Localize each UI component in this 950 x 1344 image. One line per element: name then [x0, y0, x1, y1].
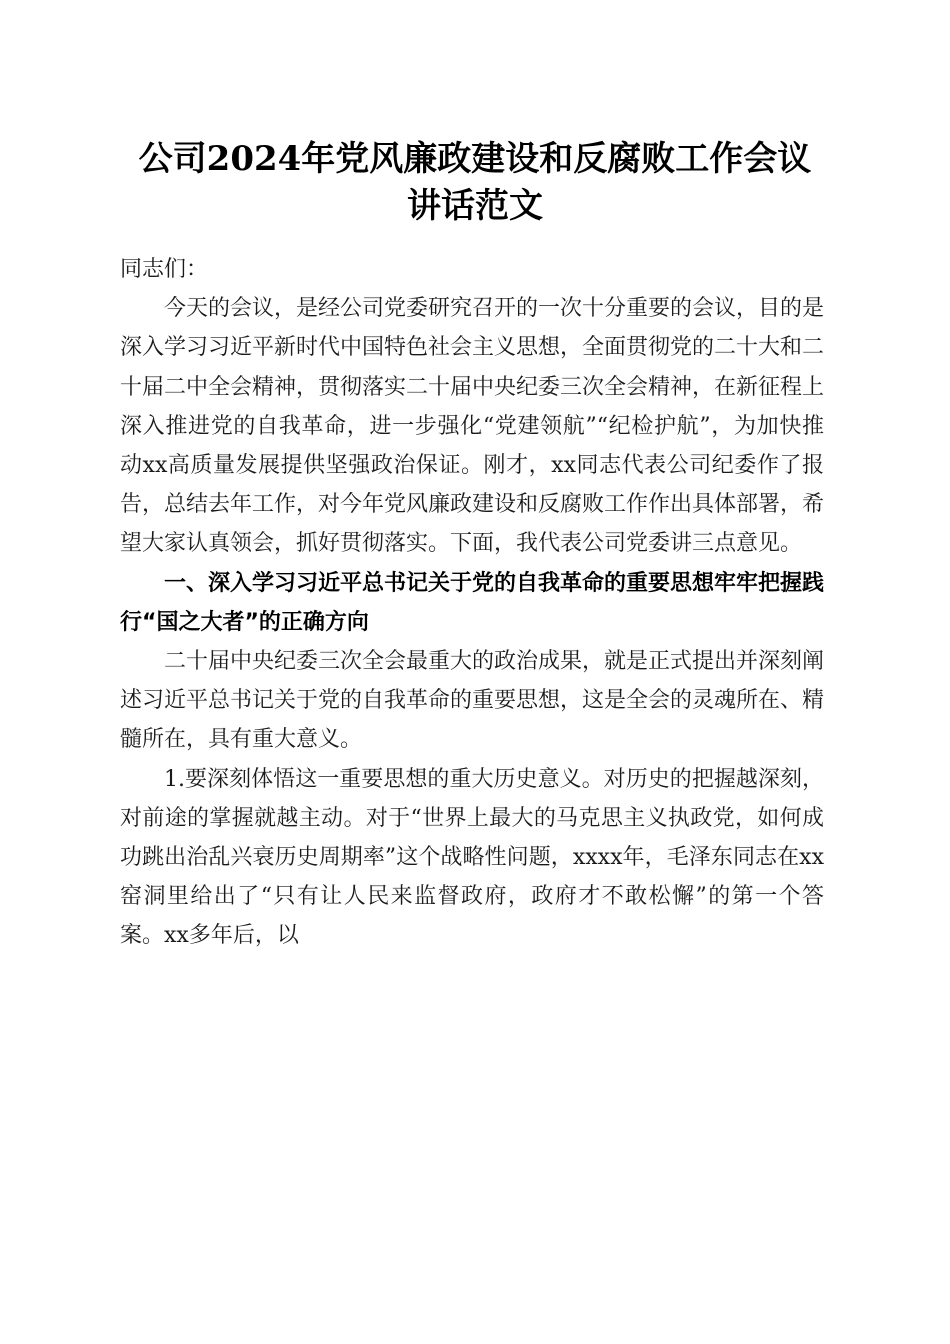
title-line-1: 公司2024年党风廉政建设和反腐败工作会议	[138, 139, 812, 179]
section-heading-1: 一、深入学习习近平总书记关于党的自我革命的重要思想牢牢把握践行“国之大者”的正确方向	[120, 570, 825, 635]
salutation: 同志们：	[120, 257, 209, 282]
title-line-2: 讲话范文	[407, 186, 543, 226]
paragraph-section1-2: 1.要深刻体悟这一重要思想的重大历史意义。对历史的把握越深刻，对前途的掌握就越主动。对于“世界上最大的马克思主义执政党，如何成功跳出治乱兴衰历史周期率”这个战略性问题，xxxx年，毛泽东同志在xx窑洞里给出了“只有让人民来监督政府，政府才不敢松懈”的第一个答案。xx多年后，以	[120, 766, 824, 949]
document-body	[120, 250, 824, 956]
document-title	[90, 136, 860, 230]
paragraph-section1-1: 二十届中央纪委三次全会最重大的政治成果，就是正式提出并深刻阐述习近平总书记关于党的自我革命的重要思想，这是全会的灵魂所在、精髓所在，具有重大意义。	[120, 649, 825, 753]
paragraph-intro: 今天的会议，是经公司党委研究召开的一次十分重要的会议，目的是深入学习习近平新时代中国特色社会主义思想，全面贯彻党的二十大和二十届二中全会精神，贯彻落实二十届中央纪委三次全会精神，在新征程上深入推进党的自我革命，进一步强化“党建领航”“纪检护航”，为加快推动xx高质量发展提供坚强政治保证。刚才，xx同志代表公司纪委作了报告，总结去年工作，对今年党风廉政建设和反腐败工作作出具体部署，希望大家认真领会，抓好贯彻落实。下面，我代表公司党委讲三点意见。	[120, 296, 825, 557]
